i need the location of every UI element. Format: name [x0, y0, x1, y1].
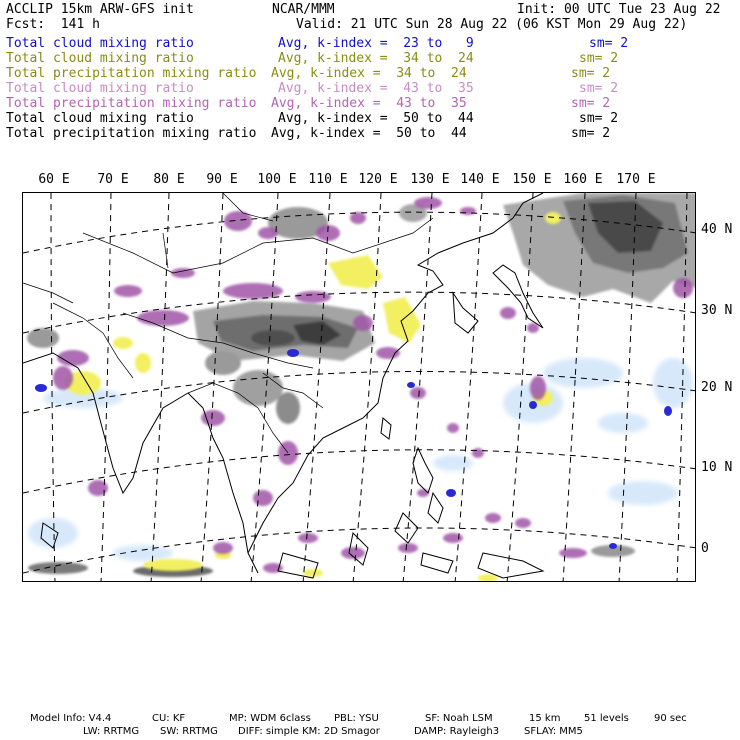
lat-label: 0 [701, 541, 709, 556]
legend-k-index: Avg, k-index = 23 to 9 [278, 36, 474, 51]
lon-label: 140 E [460, 172, 500, 187]
cloud-yellow-layer [65, 212, 561, 582]
legend-label: Total cloud mixing ratio [6, 36, 194, 51]
forecast-hour: Fcst: 141 h [6, 17, 100, 32]
low-cloud-layer [28, 358, 693, 561]
legend-k-index: Avg, k-index = 34 to 24 [278, 51, 474, 66]
legend-k-index: Avg, k-index = 43 to 35 [278, 81, 474, 96]
lon-label: 100 E [257, 172, 297, 187]
lat-label: 10 N [701, 460, 733, 475]
valid-time: Valid: 21 UTC Sun 28 Aug 22 (06 KST Mon 29 Aug 22) [296, 17, 688, 32]
legend-label: Total cloud mixing ratio [6, 81, 194, 96]
lat-label: 30 N [701, 303, 733, 318]
lat-label: 20 N [701, 380, 733, 395]
legend-row [6, 96, 736, 111]
footer-resolution: 15 km [529, 713, 561, 724]
map-panel [22, 192, 696, 582]
legend-k-index: Avg, k-index = 50 to 44 [271, 126, 467, 141]
legend-row [6, 51, 736, 66]
legend-smoothing: sm= 2 [571, 126, 611, 141]
lon-label: 130 E [410, 172, 450, 187]
lon-label: 70 E [97, 172, 129, 187]
legend-smoothing: sm= 2 [571, 66, 611, 81]
center-label: NCAR/MMM [272, 2, 335, 17]
footer-levels: 51 levels [584, 713, 629, 724]
legend-label: Total precipitation mixing ratio [6, 96, 257, 111]
legend-label: Total cloud mixing ratio [6, 51, 194, 66]
legend-label: Total precipitation mixing ratio [6, 126, 257, 141]
legend-row [6, 111, 736, 126]
legend-row [6, 126, 736, 141]
legend-label: Total precipitation mixing ratio [6, 66, 257, 81]
legend-k-index: Avg, k-index = 34 to 24 [271, 66, 467, 81]
legend-k-index: Avg, k-index = 50 to 44 [278, 111, 474, 126]
init-time: Init: 00 UTC Tue 23 Aug 22 [517, 2, 721, 17]
footer-timestep: 90 sec [654, 713, 687, 724]
map-svg [23, 193, 696, 582]
lat-label: 40 N [701, 222, 733, 237]
lon-label: 150 E [512, 172, 552, 187]
coastlines [23, 193, 543, 578]
legend-row [6, 66, 736, 81]
lon-label: 120 E [358, 172, 398, 187]
lon-label: 80 E [153, 172, 185, 187]
legend-k-index: Avg, k-index = 43 to 35 [271, 96, 467, 111]
footer-cu: CU: KF [152, 713, 186, 724]
lon-label: 170 E [616, 172, 656, 187]
legend-row [6, 36, 736, 51]
legend-smoothing: sm= 2 [579, 111, 619, 126]
footer-sf: SF: Noah LSM [425, 713, 493, 724]
footer-sflay: SFLAY: MM5 [524, 726, 583, 737]
legend-smoothing: sm= 2 [579, 81, 619, 96]
lon-label: 60 E [38, 172, 70, 187]
footer-mp: MP: WDM 6class [229, 713, 311, 724]
lon-label: 110 E [308, 172, 348, 187]
legend-label: Total cloud mixing ratio [6, 111, 194, 126]
legend-smoothing: sm= 2 [571, 96, 611, 111]
legend-smoothing: sm= 2 [589, 36, 629, 51]
footer-sw: SW: RRTMG [160, 726, 218, 737]
footer-damp: DAMP: Rayleigh3 [414, 726, 500, 737]
map-title: ACCLIP 15km ARW-GFS init [6, 2, 194, 17]
lon-label: 160 E [563, 172, 603, 187]
footer-lw: LW: RRTMG [83, 726, 140, 737]
legend-smoothing: sm= 2 [579, 51, 619, 66]
footer-diff: DIFF: simple KM: 2D Smagor [238, 726, 380, 737]
footer-model-info: Model Info: V4.4 [30, 713, 112, 724]
lon-label: 90 E [206, 172, 238, 187]
footer-pbl: PBL: YSU [334, 713, 379, 724]
legend-row [6, 81, 736, 96]
